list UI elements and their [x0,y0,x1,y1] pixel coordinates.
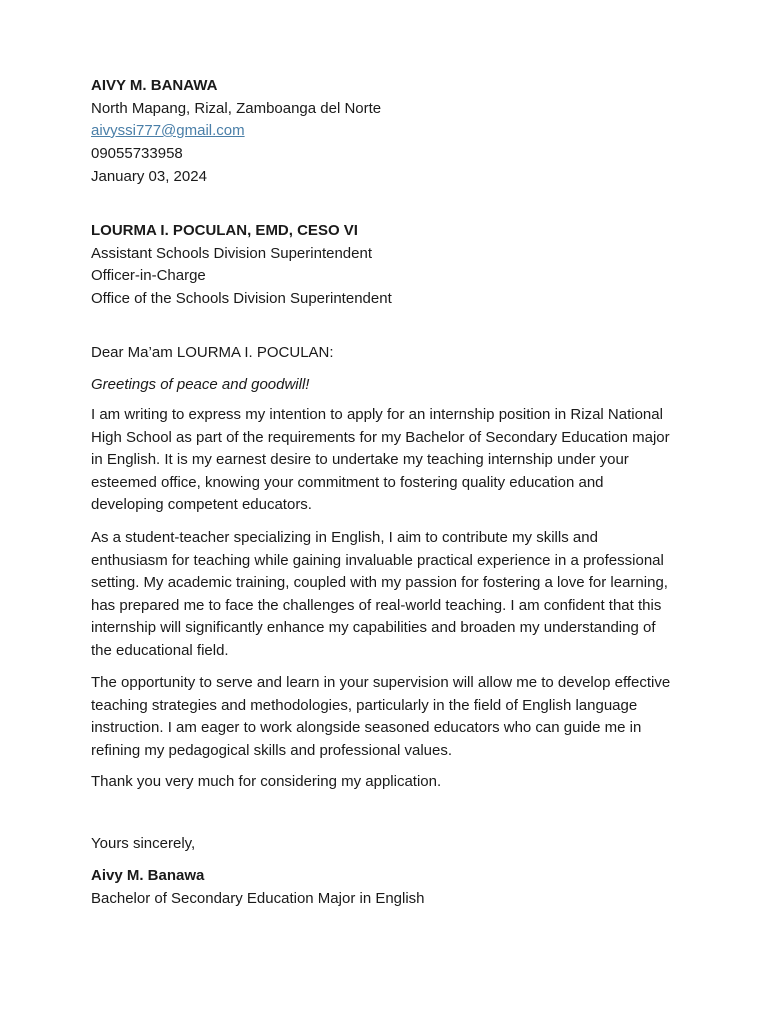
paragraph-line: developing competent educators. [91,496,312,514]
sender-phone: 09055733958 [91,145,183,162]
recipient-role: Officer-in-Charge [91,267,206,284]
letter-date: January 03, 2024 [91,168,207,185]
thanks-line: Thank you very much for considering my application. [91,773,442,790]
sender-email-link[interactable]: aivyssi777@gmail.com [91,122,245,139]
recipient-title: Assistant Schools Division Superintendent [91,245,372,262]
paragraph-line: As a student-teacher specializing in English, I aim to contribute my skills and [91,529,598,546]
signature-degree: Bachelor of Secondary Education Major in English [91,890,425,907]
body-paragraph-1 [91,404,681,517]
paragraph-line: instruction. I am eager to work alongside seasoned educators who can guide me in [91,719,642,737]
paragraph-line: setting. My academic training, coupled with my passion for fostering a love for learning, [91,574,668,592]
paragraph-line: internship will significantly enhance my capabilities and broaden my understanding of [91,619,656,637]
closing: Yours sincerely, [91,835,196,852]
paragraph-line: High School as part of the requirements for my Bachelor of Secondary Education major [91,428,670,446]
paragraph-line: esteemed office, knowing your commitment to fostering quality education and [91,473,604,491]
recipient-name: LOURMA I. POCULAN, EMD, CESO VI [91,222,358,239]
paragraph-line: I am writing to express my intention to apply for an internship position in Rizal National [91,406,663,423]
body-paragraph-3 [91,672,681,762]
salutation: Dear Ma’am LOURMA I. POCULAN: [91,344,334,361]
paragraph-line: in English. It is my earnest desire to undertake my teaching internship under your [91,451,629,469]
greeting: Greetings of peace and goodwill! [91,376,310,393]
sender-address: North Mapang, Rizal, Zamboanga del Norte [91,100,382,117]
signature-name: Aivy M. Banawa [91,867,205,884]
sender-name: AIVY M. BANAWA [91,77,218,94]
body-paragraph-2 [91,527,681,663]
paragraph-line: enthusiasm for teaching while gaining invaluable practical experience in a professional [91,551,664,569]
paragraph-line: the educational field. [91,641,229,659]
paragraph-line: teaching strategies and methodologies, particularly in the field of English language [91,696,638,714]
paragraph-line: has prepared me to face the challenges of real-world teaching. I am confident that this [91,596,662,614]
paragraph-line: The opportunity to serve and learn in your supervision will allow me to develop effective [91,674,671,691]
recipient-office: Office of the Schools Division Superintendent [91,290,392,307]
paragraph-line: refining my pedagogical skills and professional values. [91,741,453,759]
